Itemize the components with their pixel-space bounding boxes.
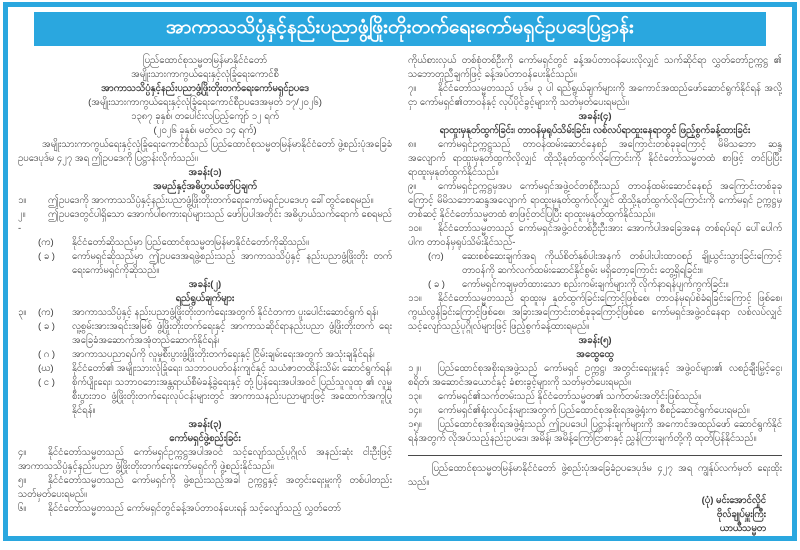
- chapter2-subtitle: ရည်ရွယ်ချက်များ: [175, 293, 235, 304]
- section-number: ၁။: [18, 195, 27, 206]
- section-6: [18, 502, 392, 516]
- document-body: [8, 48, 792, 536]
- right-column: [408, 54, 782, 532]
- section-number: ၈။: [408, 139, 417, 150]
- chapter1-heading: အခန်း(၁): [188, 167, 222, 178]
- chapter3-heading: အခန်း(၃): [188, 419, 222, 430]
- clause-gutter: [18, 236, 38, 250]
- section-number: ၆။: [18, 503, 27, 514]
- clause-2a: [18, 236, 392, 250]
- chapter1-subtitle: အမည်နှင့်အဓိပ္ပာယ်ဖော်ပြချက်: [153, 181, 257, 192]
- section-text: နိုင်ငံတော်သမ္မတသည် ပုဒ်မ ၃ ပါ ရည်ရွယ်ချက်များကို အကောင်အထည်ဖော်ဆောင်ရွက်နိုင်ရန် အလို့ငှာ ကော်မရှင်၏တာဝန်နှင့် လုပ်ပိုင်ခွင့်များကို သတ်မှတ်ပေးရမည်။: [408, 83, 782, 108]
- signatory-rank: ဗိုလ်ချုပ်မှူးကြီး: [716, 509, 766, 520]
- clause-text: နိုင်ငံတော်ဆိုသည်မှာ ပြည်ထောင်စုသမ္မတမြန်မာနိုင်ငံတော်ကိုဆိုသည်။: [72, 237, 309, 248]
- clause-gutter: [18, 320, 38, 348]
- section-number: ၁၅။: [408, 419, 422, 430]
- section-15: [408, 418, 782, 446]
- clause-text: အာကာသသိပ္ပံနှင့် နည်းပညာဖွံ့ဖြိုးတိုးတက်ရေးအတွက် နိုင်ငံတကာ ပူးပေါင်းဆောင်ရွက် ရန်၊: [72, 307, 379, 318]
- clause-3c: [18, 348, 392, 362]
- clause-3a: [18, 306, 392, 320]
- section-number: ၂။: [18, 209, 26, 220]
- closing-statement: ပြည်ထောင်စုသမ္မတမြန်မာနိုင်ငံတော် ဖွဲ့စည်းပုံအခြေခံဥပဒေပုဒ်မ ၄၂၇ အရ ကျွန်ုပ်လက်မှတ် ရေးထိုးသည်။: [408, 463, 782, 488]
- section-text: ပြည်ထောင်စုအစိုးရအဖွဲ့သည် ကော်မရှင် ဥက္ကဋ္ဌ၊ အတွင်းရေးမှူးနှင့် အဖွဲ့ဝင်များ၏ လစဉ်ချီးမြှင့်ငွေ၊ စရိတ်၊ အဆောင်အယောင်နှင့် ခံစားခွင့်များကို သတ်မှတ်ပေးရမည်။: [408, 363, 782, 388]
- section-8: [408, 138, 782, 180]
- section-number: ၉။: [408, 181, 417, 192]
- section-6-continued: ကိုယ်စားလှယ် တစ်စုံတစ်ဦးကို ကော်မရှင်တွင် ခန့်အပ်တာဝန်ပေးလိုလျှင် သက်ဆိုင်ရာ လွှတ်တော်ဥက္ကဋ္ဌ ၏ သဘောတူညီချက်ဖြင့် ခန့်အပ်တာဝန်ပေးနိုင်သည်။: [408, 55, 782, 80]
- clause-3e: [18, 376, 392, 418]
- chapter5-heading: အခန်း(၅): [578, 335, 612, 346]
- clause-text: စိုက်ပျိုးရေး၊ သဘာဝဘေးအန္တရာယ်စီမံခန့်ခွဲရေးနှင့် တုံ့ပြန်ရေးအပါအဝင် ပြည်သူလူထု ၏ လူမှုစီးပွားဘဝ ဖွံ့ဖြိုးတိုးတက်ရေးလုပ်ငန်းများတွင် အာကာသနည်းပညာများဖြင့် အထောက်အကူပြုနိုင်ရန်။: [72, 377, 392, 416]
- section-4: [18, 446, 392, 474]
- section-10: [408, 222, 782, 250]
- clause-gutter: [408, 278, 428, 292]
- section-text: ကော်မရှင်ဥက္ကဋ္ဌမှအပ ကော်မရှင်အဖွဲ့ဝင်တစ်ဦးသည် တာဝန်ထမ်းဆောင်နေစဉ် အကြောင်းတစ်ခုခု ကြောင့် မိမိသဘောဆန္ဒအလျောက် ရာထူးမှနုတ်ထွက်လိုလျှင် ထိုသို့နုတ်ထွက်လိုကြောင်းကို ကော်မရှင် ဥက္ကဋ္ဌမှတစ်ဆင့် နိုင်ငံတော်သမ္မတထံ စာဖြင့်တင်ပြပြီး ရာထူးမှနုတ်ထွက်နိုင်သည်။: [408, 181, 782, 220]
- clause-text: အာကာသပညာရပ်ကို လူမှုစီးပွားဖွံ့ဖြိုးတိုးတက်ရေးနှင့် ငြိမ်းချမ်းရေးအတွက် အသုံးချနိုင်ရန်၊: [72, 349, 375, 360]
- myanmar-date-line: ၁၃၈၇ ခုနှစ်၊ တပေါင်းလပြည့်ကျော် ၁၂ ရက်: [131, 111, 279, 122]
- clause-gutter: [18, 376, 38, 418]
- section-text: ကော်မရှင်ဥက္ကဋ္ဌသည် တာဝန်ထမ်းဆောင်နေစဉ် အကြောင်းတစ်ခုခုကြောင့် မိမိသဘော ဆန္ဒ အလျောက် ရာထူးမှနုတ်ထွက်လိုလျှင် ထိုသို့နုတ်ထွက်လိုကြောင်းကို နိုင်ငံတော်သမ္မတထံ စာဖြင့် တင်ပြပြီး ရာထူးမှနုတ်ထွက်နိုင်သည်။: [408, 139, 782, 178]
- left-column: [18, 54, 392, 532]
- section-1: [18, 194, 392, 208]
- section-number: ၁၃။: [408, 391, 422, 402]
- chapter3-subtitle: ကော်မရှင်ဖွဲ့စည်းခြင်း: [169, 433, 241, 444]
- clause-10a: [408, 250, 782, 278]
- clause-10b: [408, 278, 782, 292]
- clause-text: ဆေးစစ်ဆေးချက်အရ ကိုယ်စိတ်နှစ်ပါးအနက် တစ်ပါးပါးထာဝစဉ် ချို့ယွင်းသွားခြင်းကြောင့် တာဝန်ကို ဆက်လက်ထမ်းဆောင်နိုင်စွမ်း မရှိတော့ကြောင်း တွေ့ရှိရခြင်း။: [462, 251, 782, 276]
- section-7: [408, 82, 782, 110]
- section-number: ၇။: [408, 83, 417, 94]
- clause-text: ကော်မရှင်ကချမှတ်ထားသော စည်းကမ်းချက်များကို လိုက်နာရန်ပျက်ကွက်ခြင်း။: [462, 279, 729, 290]
- signature-block: [408, 494, 782, 536]
- clause-3b: [18, 320, 392, 348]
- section-text: ဤဥပဒေတွင်ပါရှိသော အောက်ပါစကားရပ်များသည် ဖော်ပြပါအတိုင်း အဓိပ္ပာယ်သက်ရောက် စေရမည် -: [18, 209, 392, 234]
- document-title: အာကာသသိပ္ပံနှင့်နည်းပညာဖွံ့ဖြိုးတိုးတက်ရေးကော်မရှင်ဥပဒေပြဋ္ဌာန်း: [166, 17, 634, 38]
- clause-2b: [18, 250, 392, 278]
- clause-label: (ဃ): [38, 363, 54, 374]
- section-number: ၁၄။: [408, 405, 422, 416]
- section-12: [408, 362, 782, 390]
- law-number-line: (အမျိုးသားကာကွယ်ရေးနှင့်လုံခြုံရေးကောင်စီဥပဒေအမှတ် ၁၇/၂၀၂၆): [88, 97, 322, 108]
- clause-3d: [18, 362, 392, 376]
- law-title-line: အာကာသသိပ္ပံနှင့်နည်းပညာဖွံ့ဖြိုးတိုးတက်ရေးကော်မရှင်ဥပဒေ: [101, 83, 309, 94]
- section-number: ၁၀။: [408, 223, 422, 234]
- section-text: ကော်မရှင်၏သက်တမ်းသည် နိုင်ငံတော်သမ္မတ၏ သက်တမ်းအတိုင်းဖြစ်သည်။: [438, 391, 702, 402]
- clause-label: (က): [38, 307, 54, 318]
- clause-label: ( ဂ ): [38, 349, 56, 360]
- section-number: ၁၁။: [408, 293, 422, 304]
- section-number: ၅။: [18, 475, 27, 486]
- signatory-title: ယာယီသမ္မတ: [719, 523, 766, 534]
- enactment-intro-paragraph: အမျိုးသားကာကွယ်ရေးနှင့်လုံခြုံရေးကောင်စီသည် ပြည်ထောင်စုသမ္မတမြန်မာနိုင်ငံတော် ဖွဲ့စည်းပုံအခြေခံဥပဒေပုဒ်မ ၄၂၇ အရ ဤဥပဒေကို ပြဋ္ဌာန်းလိုက်သည်။: [18, 139, 392, 164]
- clause-label: (က): [428, 251, 444, 262]
- clause-gutter: [408, 250, 428, 278]
- clause-label: ( ခ ): [38, 321, 55, 332]
- section-text: ဤဥပဒေကို အာကာသသိပ္ပံနှင့်နည်းပညာဖွံ့ဖြိုးတိုးတက်ရေးကော်မရှင်ဥပဒေဟု ခေါ်တွင်စေရမည်။: [48, 195, 374, 206]
- chapter2-heading: အခန်း(၂): [188, 279, 222, 290]
- chapter4-subtitle: ရာထူးမှနုတ်ထွက်ခြင်း၊ တာဝန်မှရုပ်သိမ်းခြင်း၊ လစ်လပ်ရာထူးနေရာတွင် ဖြည့်စွက်ခန့်ထားခြင်း: [439, 125, 751, 136]
- state-header-line: ပြည်ထောင်စုသမ္မတမြန်မာနိုင်ငံတော်: [143, 55, 267, 66]
- section-11: [408, 292, 782, 334]
- clause-label: (က): [38, 237, 54, 248]
- section-text: နိုင်ငံတော်သမ္မတသည် ရာထူးမှ နုတ်ထွက်ခြင်းကြောင့်ဖြစ်စေ၊ တာဝန်မှရပ်စဲခံရခြင်းကြောင့် ဖြစ်စေ၊ ကွယ်လွန်ခြင်းကြောင့်ဖြစ်စေ၊ အခြားအကြောင်းတစ်ခုခုကြောင့်ဖြစ်စေ ကော်မရှင်အဖွဲ့ဝင်နေရာ လစ်လပ်လျှင် သင့်လျော်သည့်ပုဂ္ဂိုလ်များဖြင့် ဖြည့်စွက်ခန့်ထားရမည်။: [408, 293, 782, 332]
- clause-label: ( င ): [38, 377, 55, 388]
- gregorian-date-line: (၂၀၂၆ ခုနှစ်၊ မတ်လ ၁၄ ရက်): [153, 125, 257, 136]
- council-header-line: အမျိုးသားကာကွယ်ရေးနှင့်လုံခြုံရေးကောင်စီ: [131, 69, 279, 80]
- section-text: နိုင်ငံတော်သမ္မတသည် ကော်မရှင်တွင်ခန့်အပ်တာဝန်ပေးရန် သင့်လျော်သည့် လွှတ်တော်: [48, 503, 341, 514]
- clause-label: ( ခ ): [38, 251, 55, 262]
- chapter4-heading: အခန်း(၄): [578, 111, 612, 122]
- section-text: နိုင်ငံတော်သမ္မတသည် ကော်မရှင်ကို ဖွဲ့စည်းသည့်အခါ ဥက္ကဋ္ဌနှင့် အတွင်းရေးမှူးကို တစ်ပါတည်း သတ်မှတ်ပေးရမည်။: [18, 475, 392, 500]
- clause-text: နိုင်ငံတော်၏ အမျိုးသားလုံခြုံရေး၊ သဘာဝပတ်ဝန်းကျင်နှင့် သယံဇာတထိန်းသိမ်း ဆောင်ရွက်ရန်၊: [72, 363, 392, 374]
- section-text: ပြည်ထောင်စုအစိုးရအဖွဲ့ရုံးသည် ဤဥပဒေပါ ပြဋ္ဌာန်းချက်များကို အကောင်အထည်ဖော် ဆောင်ရွက်နိုင်ရန်အတွက် လိုအပ်သည့်နည်းဥပဒေ၊ အမိန့်၊ အမိန့်ကြော်ငြာစာနှင့် ညွှန်ကြားချက်တို့ကို ထုတ်ပြန်နိုင်သည်။: [408, 419, 782, 444]
- clause-gutter: [18, 250, 38, 278]
- page-border-frame: [3, 2, 797, 541]
- title-banner: [34, 12, 766, 46]
- section-number: ၃။: [18, 307, 27, 318]
- chapter5-subtitle: အထွေထွေ: [576, 349, 614, 360]
- section-2: [18, 208, 392, 236]
- section-5: [18, 474, 392, 502]
- section-text: ကော်မရှင်၏ရုံးလုပ်ငန်းများအတွက် ပြည်ထောင်စုအစိုးရအဖွဲ့ရုံးက စီစဉ်ဆောင်ရွက်ပေးရမည်။: [438, 405, 750, 416]
- clause-gutter: [18, 362, 38, 376]
- signature-divider: [408, 455, 782, 456]
- section-number: ၄။: [18, 447, 27, 458]
- section-text: နိုင်ငံတော်သမ္မတသည် ကော်မရှင်ဥက္ကဋ္ဌအပါအဝင် သင့်လျော်သည့်ပုဂ္ဂိုလ် အနည်းဆုံး ငါးဦးဖြင့် အာကာသသိပ္ပံနှင့်နည်းပညာ ဖွံ့ဖြိုးတိုးတက်ရေးကော်မရှင်ကို ဖွဲ့စည်းနိုင်သည်။: [18, 447, 392, 472]
- signatory-name: (ပုံ) မင်းအောင်လှိုင်: [701, 495, 766, 506]
- section-9: [408, 180, 782, 222]
- section-number: ၁၂။: [408, 363, 421, 374]
- section-14: [408, 404, 782, 418]
- section-text: နိုင်ငံတော်သမ္မတသည် ကော်မရှင်အဖွဲ့ဝင်တစ်ဦးဦးအား အောက်ပါအခြေအနေ တစ်ရပ်ရပ် ပေါ်ပေါက်ပါက တာဝန်မှရုပ်သိမ်းနိုင်သည်-: [408, 223, 782, 248]
- section-13: [408, 390, 782, 404]
- clause-text: လူ့စွမ်းအားအရင်းအမြစ် ဖွံ့ဖြိုးတိုးတက်ရေးနှင့် အာကာသဆိုင်ရာနည်းပညာ ဖွံ့ဖြိုးတိုးတက် ရေး အခြေခံအဆောက်အအုံတည်ဆောက်နိုင်ရန်၊: [72, 321, 392, 346]
- clause-text: ကော်မရှင်ဆိုသည်မှာ ဤဥပဒေအရဖွဲ့စည်းသည့် အာကာသသိပ္ပံနှင့် နည်းပညာဖွံ့ဖြိုးတိုး တက်ရေးကော်မရှင်ကိုဆိုသည်။: [72, 251, 392, 276]
- clause-gutter: [18, 348, 38, 362]
- clause-label: ( ခ ): [428, 279, 445, 290]
